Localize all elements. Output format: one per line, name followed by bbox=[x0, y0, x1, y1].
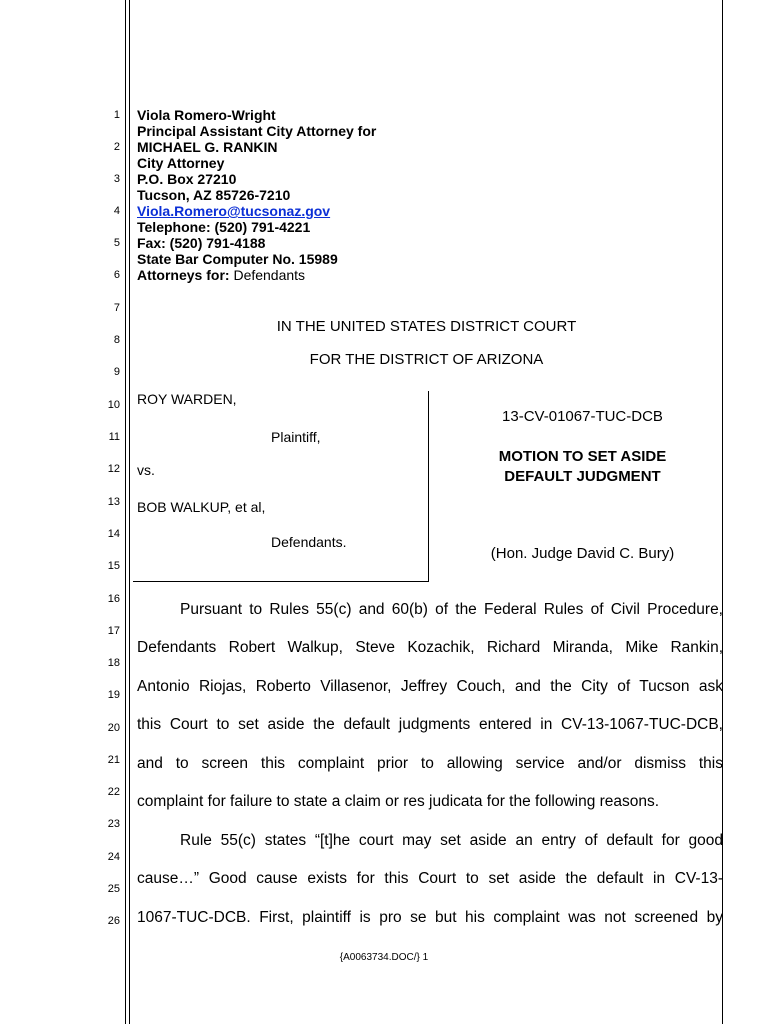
attorney-name: Viola Romero-Wright bbox=[137, 107, 276, 123]
line-number: 2 bbox=[113, 141, 120, 153]
line-number: 9 bbox=[113, 366, 120, 378]
left-margin-rule-inner bbox=[129, 0, 130, 1024]
line-number: 13 bbox=[107, 496, 120, 508]
attorneys-for-line bbox=[137, 267, 305, 283]
line-number: 19 bbox=[107, 689, 120, 701]
line-number: 10 bbox=[107, 399, 120, 411]
line-number: 16 bbox=[107, 593, 120, 605]
email-link[interactable]: Viola.Romero@tucsonaz.gov bbox=[137, 203, 331, 219]
attorneys-for-label: Attorneys for: bbox=[137, 267, 230, 283]
line-number: 11 bbox=[108, 431, 120, 443]
plaintiff-name: ROY WARDEN, bbox=[137, 391, 237, 407]
line-number: 1 bbox=[113, 109, 120, 121]
judge-name: (Hon. Judge David C. Bury) bbox=[490, 545, 675, 562]
case-number: 13-CV-01067-TUC-DCB bbox=[502, 408, 663, 425]
line-number: 24 bbox=[107, 851, 120, 863]
body-line-1: Pursuant to Rules 55(c) and 60(b) of the Federal Rules of Civil Procedure, bbox=[180, 601, 723, 618]
body-line-6: complaint for failure to state a claim or res judicata for the following reasons. bbox=[137, 793, 660, 810]
line-number: 5 bbox=[113, 237, 120, 249]
line-number: 20 bbox=[107, 722, 120, 734]
line-number: 4 bbox=[113, 205, 120, 217]
line-number: 18 bbox=[107, 657, 120, 669]
po-box: P.O. Box 27210 bbox=[137, 171, 237, 187]
body-line-9: 1067-TUC-DCB. First, plaintiff is pro se but his complaint was not screened by bbox=[137, 909, 723, 926]
left-margin-rule-outer bbox=[125, 0, 126, 1024]
line-number: 8 bbox=[113, 334, 120, 346]
state-bar-number: State Bar Computer No. 15989 bbox=[137, 251, 338, 267]
attorneys-for-value: Defendants bbox=[233, 267, 306, 283]
line-number: 15 bbox=[107, 560, 120, 572]
motion-title-line1: MOTION TO SET ASIDE bbox=[498, 448, 667, 465]
line-number: 22 bbox=[107, 786, 120, 798]
email-line bbox=[137, 203, 330, 219]
line-number: 23 bbox=[107, 818, 120, 830]
line-number: 26 bbox=[107, 915, 120, 927]
fax: Fax: (520) 791-4188 bbox=[137, 235, 266, 251]
telephone: Telephone: (520) 791-4221 bbox=[137, 219, 311, 235]
line-number: 3 bbox=[113, 173, 120, 185]
city-attorney-name: MICHAEL G. RANKIN bbox=[137, 139, 278, 155]
line-number: 7 bbox=[113, 302, 120, 314]
attorney-title: Principal Assistant City Attorney for bbox=[137, 123, 377, 139]
line-number: 14 bbox=[107, 528, 120, 540]
defendant-name: BOB WALKUP, et al, bbox=[137, 499, 266, 515]
body-line-7: Rule 55(c) states “[t]he court may set aside an entry of default for good bbox=[180, 832, 723, 849]
court-district: FOR THE DISTRICT OF ARIZONA bbox=[309, 351, 544, 368]
body-line-3: Antonio Riojas, Roberto Villasenor, Jeffrey Couch, and the City of Tucson ask bbox=[137, 678, 723, 695]
motion-title-line2: DEFAULT JUDGMENT bbox=[504, 468, 661, 485]
defendant-label: Defendants. bbox=[271, 534, 347, 550]
city-attorney-role: City Attorney bbox=[137, 155, 225, 171]
versus: vs. bbox=[137, 462, 155, 478]
body-line-5: and to screen this complaint prior to allowing service and/or dismiss this bbox=[137, 755, 723, 772]
plaintiff-label: Plaintiff, bbox=[271, 429, 321, 445]
line-number: 21 bbox=[107, 754, 120, 766]
caption-box bbox=[133, 391, 429, 582]
court-name: IN THE UNITED STATES DISTRICT COURT bbox=[276, 318, 577, 335]
document-footer: {A0063734.DOC/} 1 bbox=[339, 952, 429, 963]
line-number: 6 bbox=[113, 269, 120, 281]
line-number: 17 bbox=[107, 625, 120, 637]
city-address: Tucson, AZ 85726-7210 bbox=[137, 187, 291, 203]
line-number: 12 bbox=[107, 463, 120, 475]
body-line-4: this Court to set aside the default judgments entered in CV-13-1067-TUC-DCB, bbox=[137, 716, 723, 733]
body-line-8: cause…” Good cause exists for this Court to set aside the default in CV-13- bbox=[137, 870, 723, 887]
line-number: 25 bbox=[107, 883, 120, 895]
body-line-2: Defendants Robert Walkup, Steve Kozachik, Richard Miranda, Mike Rankin, bbox=[137, 639, 723, 656]
